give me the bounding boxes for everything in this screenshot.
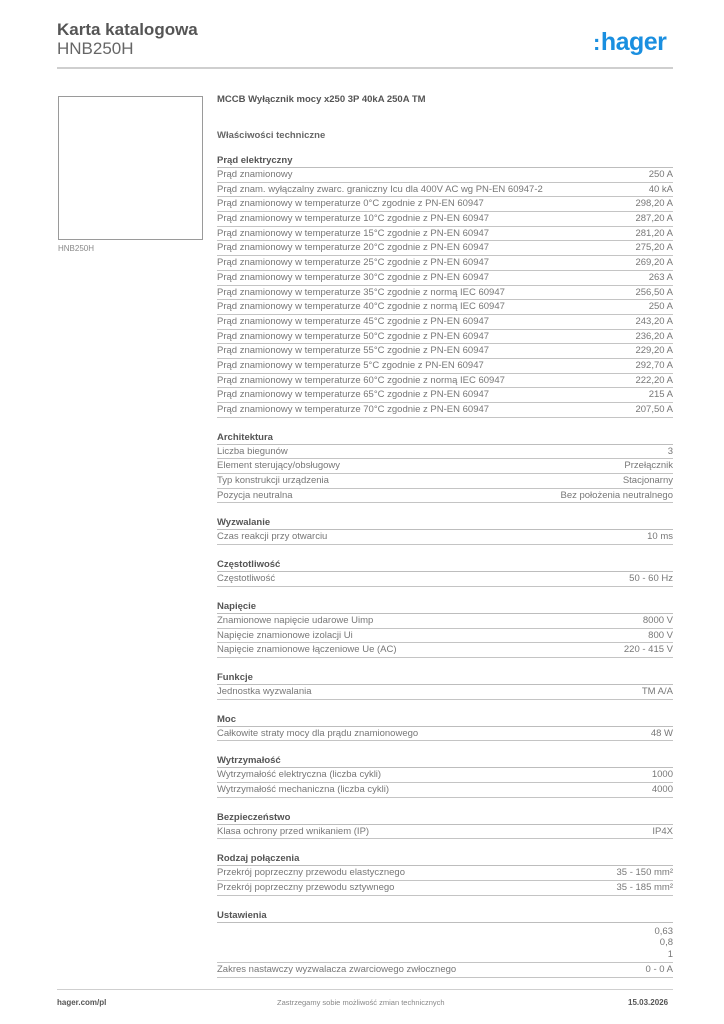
spec-value: 263 A <box>648 271 673 283</box>
section-heading: Bezpieczeństwo <box>217 811 673 825</box>
spec-label: Prąd znamionowy <box>217 169 293 180</box>
spec-value: 256,50 A <box>635 286 673 298</box>
spec-label: Prąd znam. wyłączalny zwarc. graniczny Icu dla 400V AC wg PN-EN 60947-2 <box>217 183 543 195</box>
spec-value: 4000 <box>651 783 673 795</box>
spec-row <box>217 256 673 271</box>
spec-value: 8000 V <box>642 614 673 626</box>
spec-label: Klasa ochrony przed wnikaniem (IP) <box>217 825 370 837</box>
footer-website: hager.com/pl <box>57 998 107 1007</box>
spec-section <box>217 558 673 587</box>
section-heading: Wytrzymałość <box>217 754 673 768</box>
spec-label: Prąd znamionowy w temperaturze 45°C zgodnie z PN-EN 60947 <box>217 315 490 327</box>
spec-row <box>217 727 673 742</box>
spec-section <box>217 154 673 418</box>
footer-disclaimer: Zastrzegamy sobie możliwość zmian technicznych <box>277 998 445 1007</box>
spec-value: Przełącznik <box>624 460 673 472</box>
spec-section <box>217 811 673 840</box>
spec-value: 222,20 A <box>635 374 673 386</box>
spec-section <box>217 713 673 742</box>
spec-row <box>217 768 673 783</box>
spec-label: Typ konstrukcji urządzenia <box>217 475 329 487</box>
spec-row <box>217 825 673 840</box>
spec-value: 250 A <box>648 169 673 180</box>
header-divider <box>57 67 673 69</box>
section-heading: Wyzwalanie <box>217 516 673 530</box>
spec-value: 215 A <box>648 389 673 401</box>
spec-value: 243,20 A <box>635 315 673 327</box>
spec-value: 236,20 A <box>635 330 673 342</box>
spec-row <box>217 388 673 403</box>
spec-label: Element sterujący/obsługowy <box>217 460 341 472</box>
spec-value: 35 - 185 mm² <box>616 882 673 893</box>
spec-value: Stacjonarny <box>622 475 673 487</box>
spec-value: 0 - 0 A <box>645 964 673 976</box>
spec-value: 48 W <box>650 727 673 739</box>
spec-label: Prąd znamionowy w temperaturze 30°C zgodnie z PN-EN 60947 <box>217 271 490 283</box>
spec-label: Czas reakcji przy otwarciu <box>217 531 328 543</box>
header-title: Karta katalogowa <box>57 20 198 39</box>
hager-logo <box>593 28 666 57</box>
spec-row <box>217 286 673 301</box>
spec-value: 10 ms <box>647 531 673 543</box>
spec-section <box>217 852 673 895</box>
product-image-caption: HNB250H <box>58 244 95 253</box>
section-heading: Moc <box>217 713 673 727</box>
spec-label: Liczba biegunów <box>217 445 288 457</box>
spec-value: 40 kA <box>648 183 673 195</box>
spec-value: 220 - 415 V <box>623 644 673 656</box>
spec-value: 275,20 A <box>635 242 673 254</box>
spec-value: 250 A <box>648 301 673 313</box>
spec-label: Prąd znamionowy w temperaturze 5°C zgodnie z PN-EN 60947 <box>217 359 484 371</box>
spec-row <box>217 530 673 545</box>
spec-value: Bez położenia neutralnego <box>560 489 673 501</box>
footer-divider <box>57 989 673 990</box>
spec-value: 287,20 A <box>635 213 673 225</box>
header-product-code: HNB250H <box>57 39 134 58</box>
spec-value: 50 - 60 Hz <box>629 573 673 585</box>
spec-label: Wytrzymałość elektryczna (liczba cykli) <box>217 769 382 781</box>
section-heading: Ustawienia <box>217 909 673 923</box>
spec-section <box>217 671 673 700</box>
spec-row <box>217 403 673 418</box>
spec-row <box>217 241 673 256</box>
spec-label: Prąd znamionowy w temperaturze 65°C zgodnie z PN-EN 60947 <box>217 389 490 401</box>
spec-label: Prąd znamionowy w temperaturze 15°C zgodnie z PN-EN 60947 <box>217 227 490 239</box>
spec-row <box>217 685 673 700</box>
spec-value: 292,70 A <box>635 359 673 371</box>
section-heading: Częstotliwość <box>217 558 673 572</box>
spec-label: Prąd znamionowy w temperaturze 70°C zgodnie z PN-EN 60947 <box>217 404 490 415</box>
spec-row <box>217 643 673 658</box>
spec-row <box>217 315 673 330</box>
spec-row <box>217 866 673 881</box>
section-heading: Architektura <box>217 431 673 445</box>
product-title: MCCB Wyłącznik mocy x250 3P 40kA 250A TM <box>217 94 426 105</box>
spec-label: Prąd znamionowy w temperaturze 25°C zgodnie z PN-EN 60947 <box>217 257 490 269</box>
spec-label: Pozycja neutralna <box>217 489 293 501</box>
spec-row <box>217 489 673 504</box>
spec-value: 207,50 A <box>635 404 673 415</box>
spec-row <box>217 881 673 896</box>
multi-value: 0,63 <box>654 925 673 937</box>
spec-label: Napięcie znamionowe izolacji Ui <box>217 629 353 641</box>
logo-text: hager <box>600 28 667 56</box>
spec-row <box>217 344 673 359</box>
spec-row <box>217 168 673 183</box>
spec-label: Wytrzymałość mechaniczna (liczba cykli) <box>217 783 390 795</box>
spec-value: 3 <box>667 445 673 457</box>
spec-label: Prąd znamionowy w temperaturze 10°C zgodnie z PN-EN 60947 <box>217 213 490 225</box>
spec-section <box>217 909 673 978</box>
spec-label: Zakres nastawczy wyzwalacza zwarciowego zwłocznego <box>217 964 457 976</box>
spec-row <box>217 227 673 242</box>
spec-section <box>217 754 673 797</box>
section-heading: Rodzaj połączenia <box>217 852 673 866</box>
spec-row <box>217 459 673 474</box>
spec-value: TM A/A <box>641 685 673 697</box>
spec-label: Znamionowe napięcie udarowe Uimp <box>217 614 374 626</box>
footer-date: 15.03.2026 <box>628 998 669 1007</box>
spec-value: 269,20 A <box>635 257 673 269</box>
spec-row <box>217 183 673 198</box>
spec-row <box>217 359 673 374</box>
spec-row <box>217 445 673 460</box>
spec-row <box>217 614 673 629</box>
multi-value-list <box>217 923 673 964</box>
spec-row <box>217 474 673 489</box>
properties-title: Właściwości techniczne <box>217 130 326 141</box>
spec-label: Całkowite straty mocy dla prądu znamionowego <box>217 727 419 739</box>
spec-value: 800 V <box>648 629 673 641</box>
spec-value: 35 - 150 mm² <box>616 867 673 879</box>
spec-section <box>217 600 673 658</box>
spec-label: Prąd znamionowy w temperaturze 60°C zgodnie z normą IEC 60947 <box>217 374 505 386</box>
spec-label: Prąd znamionowy w temperaturze 0°C zgodnie z PN-EN 60947 <box>217 198 484 210</box>
spec-value: 281,20 A <box>635 227 673 239</box>
spec-label: Prąd znamionowy w temperaturze 55°C zgodnie z PN-EN 60947 <box>217 345 490 357</box>
spec-label: Przekrój poprzeczny przewodu sztywnego <box>217 882 395 893</box>
spec-row <box>217 271 673 286</box>
spec-section <box>217 431 673 504</box>
spec-label: Jednostka wyzwalania <box>217 685 312 697</box>
spec-label: Prąd znamionowy w temperaturze 35°C zgodnie z normą IEC 60947 <box>217 286 505 298</box>
multi-value: 1 <box>667 948 673 960</box>
spec-row <box>217 629 673 644</box>
spec-label: Przekrój poprzeczny przewodu elastycznego <box>217 867 405 879</box>
spec-label: Prąd znamionowy w temperaturze 20°C zgodnie z PN-EN 60947 <box>217 242 490 254</box>
spec-row <box>217 212 673 227</box>
spec-value: 1000 <box>651 769 673 781</box>
section-heading: Prąd elektryczny <box>217 154 673 168</box>
logo-colon: : <box>593 30 600 55</box>
spec-label: Częstotliwość <box>217 573 276 585</box>
section-heading: Funkcje <box>217 671 673 685</box>
section-heading: Napięcie <box>217 600 673 614</box>
spec-sections <box>217 154 673 978</box>
spec-row <box>217 572 673 587</box>
spec-row <box>217 783 673 798</box>
spec-label: Prąd znamionowy w temperaturze 50°C zgodnie z PN-EN 60947 <box>217 330 490 342</box>
spec-value: 229,20 A <box>635 345 673 357</box>
spec-row <box>217 374 673 389</box>
multi-value: 0,8 <box>659 937 673 949</box>
spec-row <box>217 963 673 978</box>
spec-row <box>217 197 673 212</box>
spec-row <box>217 300 673 315</box>
spec-row <box>217 330 673 345</box>
spec-label: Napięcie znamionowe łączeniowe Ue (AC) <box>217 644 397 656</box>
spec-content <box>217 93 673 978</box>
spec-value: IP4X <box>652 825 673 837</box>
product-image-placeholder <box>58 96 203 240</box>
spec-value: 298,20 A <box>635 198 673 210</box>
spec-section <box>217 516 673 545</box>
spec-label: Prąd znamionowy w temperaturze 40°C zgodnie z normą IEC 60947 <box>217 301 505 313</box>
